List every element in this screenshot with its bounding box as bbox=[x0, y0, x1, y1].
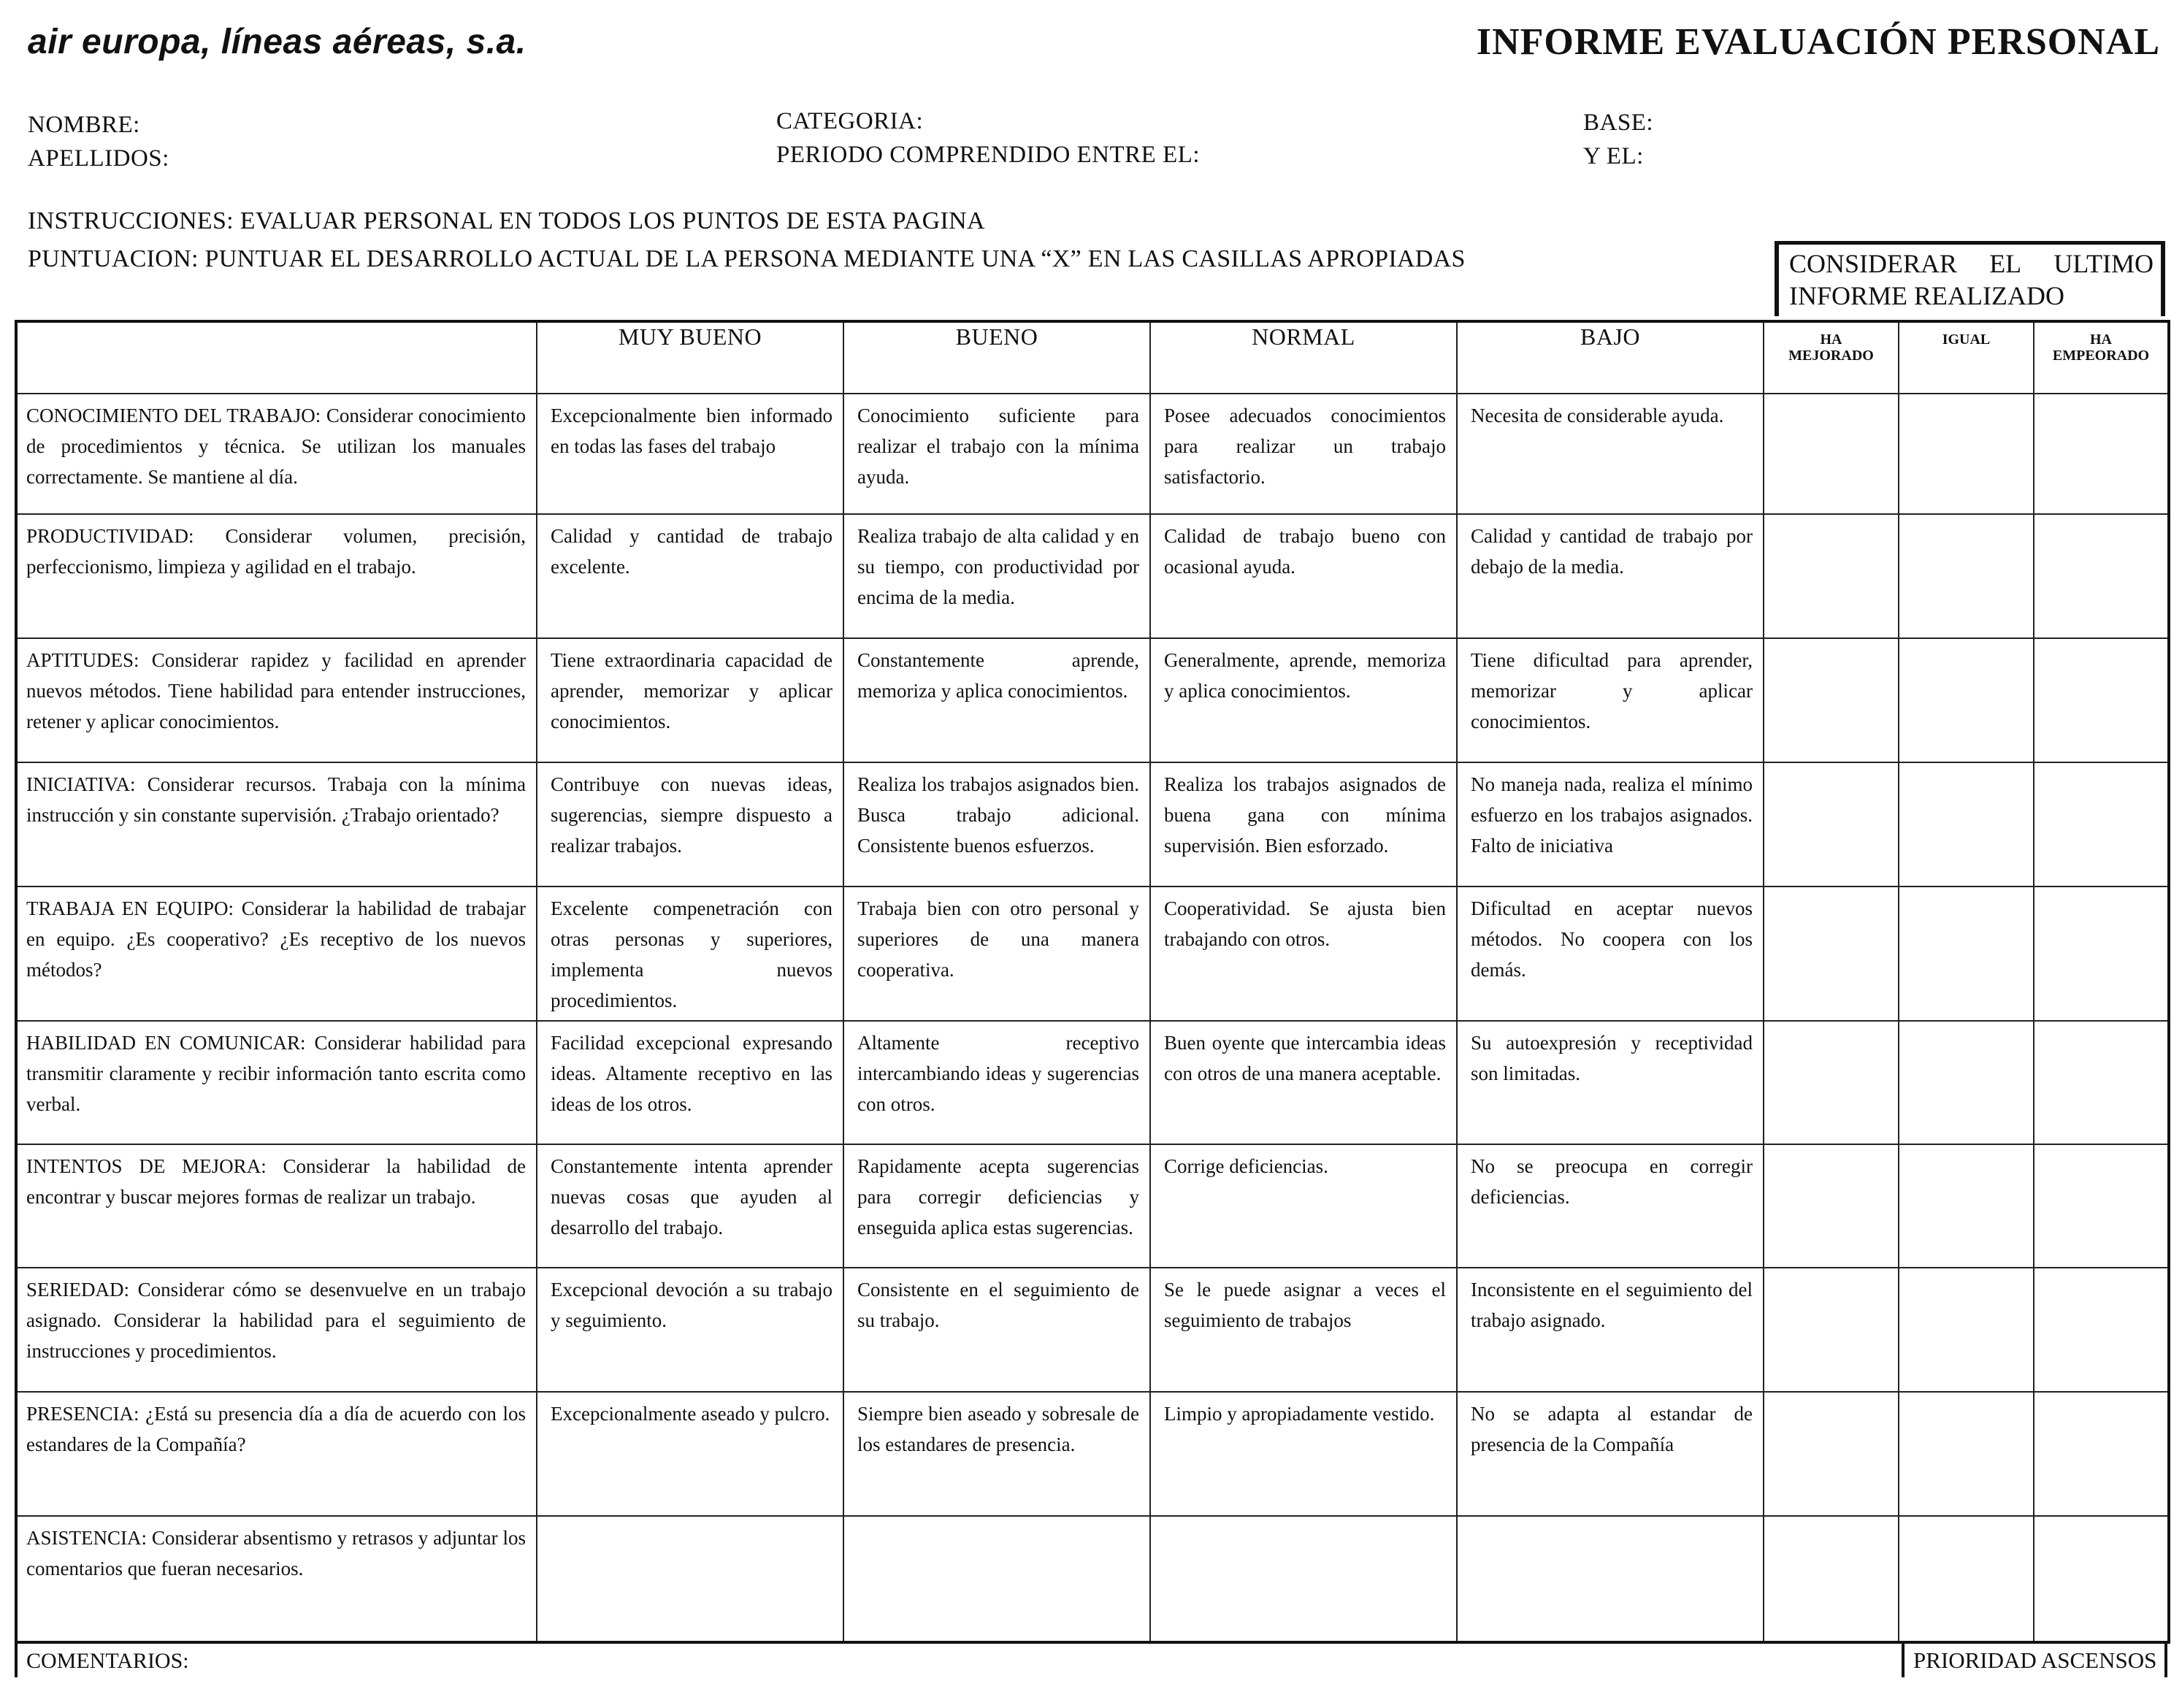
table-row bbox=[16, 762, 2169, 886]
table-row bbox=[16, 514, 2169, 638]
muy-bueno-cell[interactable]: Excelente compenetración con otras personas y superiores, implementa nuevos procedimientos. bbox=[537, 886, 843, 1021]
comments-label: COMENTARIOS: bbox=[26, 1649, 189, 1673]
header-right-fields bbox=[1583, 106, 1653, 173]
normal-cell[interactable]: Calidad de trabajo bueno con ocasional ayuda. bbox=[1150, 514, 1457, 638]
normal-cell[interactable]: Buen oyente que intercambia ideas con otros de una manera aceptable. bbox=[1150, 1021, 1457, 1144]
criterion-cell: TRABAJA EN EQUIPO: Considerar la habilidad de trabajar en equipo. ¿Es cooperativo? ¿Es receptivo de los nuevos métodos? bbox=[16, 886, 537, 1021]
ha-mejorado-cell[interactable] bbox=[1764, 886, 1899, 1021]
col-muy-bueno: MUY BUENO bbox=[537, 321, 843, 394]
muy-bueno-cell[interactable]: Excepcionalmente bien informado en todas las fases del trabajo bbox=[537, 394, 843, 514]
igual-cell[interactable] bbox=[1899, 394, 2034, 514]
col-igual: IGUAL bbox=[1899, 321, 2034, 394]
bueno-cell[interactable]: Consistente en el seguimiento de su trabajo. bbox=[843, 1268, 1150, 1392]
ha-mejorado-cell[interactable] bbox=[1764, 762, 1899, 886]
normal-cell[interactable]: Corrige deficiencias. bbox=[1150, 1144, 1457, 1268]
muy-bueno-cell[interactable]: Calidad y cantidad de trabajo excelente. bbox=[537, 514, 843, 638]
normal-cell[interactable] bbox=[1150, 1516, 1457, 1642]
report-title: INFORME EVALUACIÓN PERSONAL bbox=[1476, 21, 2160, 63]
ha-empeorado-cell[interactable] bbox=[2034, 394, 2169, 514]
ha-empeorado-cell[interactable] bbox=[2034, 1144, 2169, 1268]
evaluation-table bbox=[15, 320, 2170, 1644]
normal-cell[interactable]: Generalmente, aprende, memoriza y aplica conocimientos. bbox=[1150, 638, 1457, 762]
bueno-cell[interactable]: Trabaja bien con otro personal y superiores de una manera cooperativa. bbox=[843, 886, 1150, 1021]
muy-bueno-cell[interactable]: Facilidad excepcional expresando ideas. Altamente receptivo en las ideas de los otros. bbox=[537, 1021, 843, 1144]
bajo-cell[interactable]: Su autoexpresión y receptividad son limitadas. bbox=[1457, 1021, 1764, 1144]
table-row bbox=[16, 638, 2169, 762]
igual-cell[interactable] bbox=[1899, 1392, 2034, 1516]
table-row bbox=[16, 1144, 2169, 1268]
promotion-priority-field[interactable] bbox=[1902, 1641, 2167, 1677]
muy-bueno-cell[interactable]: Excepcionalmente aseado y pulcro. bbox=[537, 1392, 843, 1516]
criterion-cell: CONOCIMIENTO DEL TRABAJO: Considerar conocimiento de procedimientos y técnica. Se utilizan los manuales correctamente. Se mantiene al día. bbox=[16, 394, 537, 514]
bajo-cell[interactable] bbox=[1457, 1516, 1764, 1642]
igual-cell[interactable] bbox=[1899, 1516, 2034, 1642]
muy-bueno-cell[interactable]: Constantemente intenta aprender nuevas cosas que ayuden al desarrollo del trabajo. bbox=[537, 1144, 843, 1268]
table-row bbox=[16, 1268, 2169, 1392]
bajo-cell[interactable]: Necesita de considerable ayuda. bbox=[1457, 394, 1764, 514]
bajo-cell[interactable]: No maneja nada, realiza el mínimo esfuerzo en los trabajos asignados. Falto de iniciativa bbox=[1457, 762, 1764, 886]
muy-bueno-cell[interactable]: Contribuye con nuevas ideas, sugerencias, siempre dispuesto a realizar trabajos. bbox=[537, 762, 843, 886]
ha-empeorado-cell[interactable] bbox=[2034, 886, 2169, 1021]
muy-bueno-cell[interactable]: Tiene extraordinaria capacidad de aprender, memorizar y aplicar conocimientos. bbox=[537, 638, 843, 762]
ha-mejorado-cell[interactable] bbox=[1764, 1392, 1899, 1516]
table-row bbox=[16, 394, 2169, 514]
ha-mejorado-cell[interactable] bbox=[1764, 1021, 1899, 1144]
bueno-cell[interactable]: Realiza trabajo de alta calidad y en su tiempo, con productividad por encima de la media. bbox=[843, 514, 1150, 638]
table-row bbox=[16, 1516, 2169, 1642]
muy-bueno-cell[interactable]: Excepcional devoción a su trabajo y seguimiento. bbox=[537, 1268, 843, 1392]
criterion-cell: HABILIDAD EN COMUNICAR: Considerar habilidad para transmitir claramente y recibir información tanto escrita como verbal. bbox=[16, 1021, 537, 1144]
bueno-cell[interactable]: Constantemente aprende, memoriza y aplica conocimientos. bbox=[843, 638, 1150, 762]
ha-empeorado-cell[interactable] bbox=[2034, 1516, 2169, 1642]
ha-empeorado-cell[interactable] bbox=[2034, 1021, 2169, 1144]
igual-cell[interactable] bbox=[1899, 514, 2034, 638]
table-row bbox=[16, 1392, 2169, 1516]
periodo-label: PERIODO COMPRENDIDO ENTRE EL: bbox=[776, 142, 1201, 168]
prev-box-line2: INFORME REALIZADO bbox=[1789, 281, 2064, 310]
ha-mejorado-cell[interactable] bbox=[1764, 1268, 1899, 1392]
bajo-cell[interactable]: Inconsistente en el seguimiento del trabajo asignado. bbox=[1457, 1268, 1764, 1392]
col-ha-mejorado: HA MEJORADO bbox=[1764, 321, 1899, 394]
header-left-fields bbox=[28, 108, 169, 175]
normal-cell[interactable]: Se le puede asignar a veces el seguimiento de trabajos bbox=[1150, 1268, 1457, 1392]
igual-cell[interactable] bbox=[1899, 638, 2034, 762]
criterion-cell: ASISTENCIA: Considerar absentismo y retrasos y adjuntar los comentarios que fueran necesarios. bbox=[16, 1516, 537, 1642]
ha-empeorado-cell[interactable] bbox=[2034, 1268, 2169, 1392]
bajo-cell[interactable]: Dificultad en aceptar nuevos métodos. No coopera con los demás. bbox=[1457, 886, 1764, 1021]
criterion-cell: PRODUCTIVIDAD: Considerar volumen, precisión, perfeccionismo, limpieza y agilidad en el trabajo. bbox=[16, 514, 537, 638]
col-bueno: BUENO bbox=[843, 321, 1150, 394]
ha-mejorado-cell[interactable] bbox=[1764, 638, 1899, 762]
ha-mejorado-cell[interactable] bbox=[1764, 394, 1899, 514]
criterion-cell: APTITUDES: Considerar rapidez y facilidad en aprender nuevos métodos. Tiene habilidad para entender instrucciones, retener y aplicar conocimientos. bbox=[16, 638, 537, 762]
igual-cell[interactable] bbox=[1899, 1268, 2034, 1392]
y-el-label: Y EL: bbox=[1583, 143, 1644, 169]
bajo-cell[interactable]: No se preocupa en corregir deficiencias. bbox=[1457, 1144, 1764, 1268]
bueno-cell[interactable]: Altamente receptivo intercambiando ideas y sugerencias con otros. bbox=[843, 1021, 1150, 1144]
criterion-cell: PRESENCIA: ¿Está su presencia día a día de acuerdo con los estandares de la Compañía? bbox=[16, 1392, 537, 1516]
col-normal: NORMAL bbox=[1150, 321, 1457, 394]
ha-empeorado-cell[interactable] bbox=[2034, 638, 2169, 762]
prev-box-word2: EL bbox=[1989, 249, 2022, 278]
ha-empeorado-cell[interactable] bbox=[2034, 762, 2169, 886]
bajo-cell[interactable]: Calidad y cantidad de trabajo por debajo de la media. bbox=[1457, 514, 1764, 638]
bajo-cell[interactable]: No se adapta al estandar de presencia de la Compañía bbox=[1457, 1392, 1764, 1516]
normal-cell[interactable]: Posee adecuados conocimientos para realizar un trabajo satisfactorio. bbox=[1150, 394, 1457, 514]
igual-cell[interactable] bbox=[1899, 886, 2034, 1021]
company-name: air europa, líneas aéreas, s.a. bbox=[28, 23, 527, 61]
igual-cell[interactable] bbox=[1899, 1021, 2034, 1144]
table-row bbox=[16, 1021, 2169, 1144]
scoring-text: PUNTUACION: PUNTUAR EL DESARROLLO ACTUAL DE LA PERSONA MEDIANTE UNA “X” EN LAS CASILLAS APROPIADAS bbox=[28, 245, 1466, 272]
ha-mejorado-cell[interactable] bbox=[1764, 1144, 1899, 1268]
criterion-cell: INICIATIVA: Considerar recursos. Trabaja con la mínima instrucción y sin constante supervisión. ¿Trabajo orientado? bbox=[16, 762, 537, 886]
igual-cell[interactable] bbox=[1899, 1144, 2034, 1268]
col-ha-empeorado: HA EMPEORADO bbox=[2034, 321, 2169, 394]
promotion-priority-label: PRIORIDAD ASCENSOS bbox=[1913, 1647, 2157, 1673]
normal-cell[interactable]: Limpio y apropiadamente vestido. bbox=[1150, 1392, 1457, 1516]
table-header-row bbox=[16, 321, 2169, 394]
categoria-label: CATEGORIA: bbox=[776, 108, 924, 134]
col-bajo: BAJO bbox=[1457, 321, 1764, 394]
bajo-cell[interactable]: Tiene dificultad para aprender, memorizar y aplicar conocimientos. bbox=[1457, 638, 1764, 762]
comments-field[interactable] bbox=[15, 1641, 1902, 1677]
bueno-cell[interactable]: Rapidamente acepta sugerencias para corregir deficiencias y enseguida aplica estas sugerencias. bbox=[843, 1144, 1150, 1268]
header-middle-fields bbox=[776, 104, 1200, 172]
bueno-cell[interactable] bbox=[843, 1516, 1150, 1642]
bueno-cell[interactable]: Siempre bien aseado y sobresale de los estandares de presencia. bbox=[843, 1392, 1150, 1516]
muy-bueno-cell[interactable] bbox=[537, 1516, 843, 1642]
ha-mejorado-cell[interactable] bbox=[1764, 1516, 1899, 1642]
base-label: BASE: bbox=[1583, 110, 1654, 136]
prev-box-word1: CONSIDERAR bbox=[1789, 249, 1958, 278]
criterion-cell: SERIEDAD: Considerar cómo se desenvuelve en un trabajo asignado. Considerar la habilidad para el seguimiento de instrucciones y procedimientos. bbox=[16, 1268, 537, 1392]
criterion-cell: INTENTOS DE MEJORA: Considerar la habilidad de encontrar y buscar mejores formas de realizar un trabajo. bbox=[16, 1144, 537, 1268]
apellidos-label: APELLIDOS: bbox=[28, 145, 169, 172]
normal-cell[interactable]: Realiza los trabajos asignados de buena gana con mínima supervisión. Bien esforzado. bbox=[1150, 762, 1457, 886]
previous-report-box bbox=[1775, 241, 2165, 316]
normal-cell[interactable]: Cooperatividad. Se ajusta bien trabajando con otros. bbox=[1150, 886, 1457, 1021]
igual-cell[interactable] bbox=[1899, 762, 2034, 886]
bueno-cell[interactable]: Realiza los trabajos asignados bien. Busca trabajo adicional. Consistente buenos esfuerzos. bbox=[843, 762, 1150, 886]
bueno-cell[interactable]: Conocimiento suficiente para realizar el trabajo con la mínima ayuda. bbox=[843, 394, 1150, 514]
ha-empeorado-cell[interactable] bbox=[2034, 1392, 2169, 1516]
criteria-header bbox=[16, 321, 537, 394]
nombre-label: NOMBRE: bbox=[28, 112, 140, 138]
ha-empeorado-cell[interactable] bbox=[2034, 514, 2169, 638]
ha-mejorado-cell[interactable] bbox=[1764, 514, 1899, 638]
prev-box-word3: ULTIMO bbox=[2053, 249, 2154, 278]
instructions-text: INSTRUCCIONES: EVALUAR PERSONAL EN TODOS LOS PUNTOS DE ESTA PAGINA bbox=[28, 207, 985, 234]
table-row bbox=[16, 886, 2169, 1021]
